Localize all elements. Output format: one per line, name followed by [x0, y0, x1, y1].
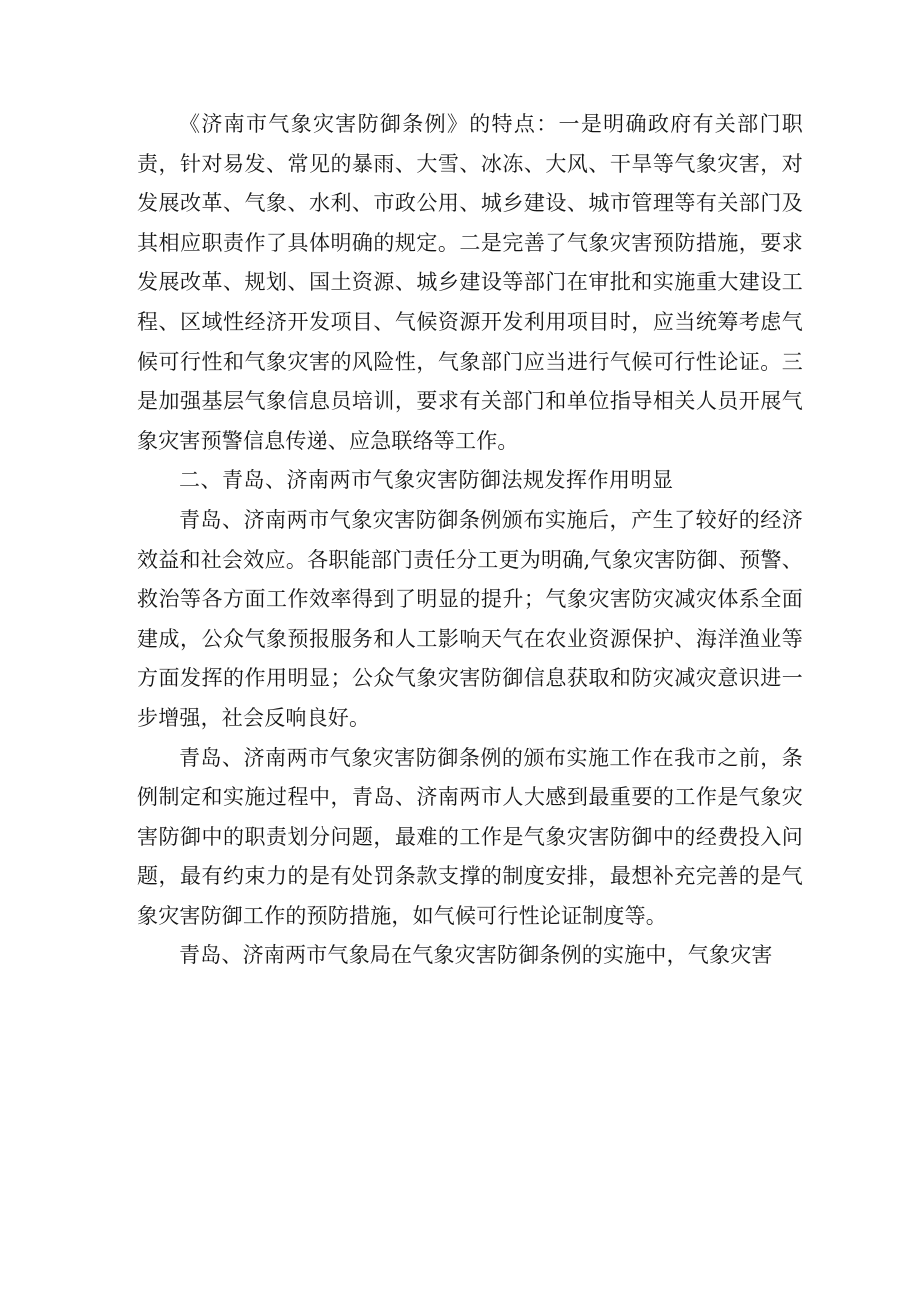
paragraph-meteorological-bureau: 青岛、济南两市气象局在气象灾害防御条例的实施中，气象灾害 — [179, 943, 773, 968]
document-body — [137, 105, 803, 976]
paragraph-jinan-regulation-features: 《济南市气象灾害防御条例》的特点：一是明确政府有关部门职责，针对易发、常见的暴雨、大雪、冰冻、大风、干旱等气象灾害，对发展改革、气象、水利、市政公用、城乡建设、城市管理等有关部门及其相应职责作了具体明确的规定。二是完善了气象灾害预防措施，要求发展改革、规划、国土资源、城乡建设等部门在审批和实施重大建设工程、区域性经济开发项目、气候资源开发利用项目时，应当统筹考虑气候可行性和气象灾害的风险性，气象部门应当进行气候可行性论证。三是加强基层气象信息员培训，要求有关部门和单位指导相关人员开展气象灾害预警信息传递、应急联络等工作。 — [137, 112, 803, 453]
section-heading-two: 二、青岛、济南两市气象灾害防御法规发挥作用明显 — [179, 468, 674, 493]
paragraph-implementation-effects: 青岛、济南两市气象灾害防御条例颁布实施后，产生了较好的经济效益和社会效应。各职能部门责任分工更为明确,气象灾害防御、预警、救治等各方面工作效率得到了明显的提升；气象灾害防灾减灾体系全面建成，公众气象预报服务和人工影响天气在农业资源保护、海洋渔业等方面发挥的作用明显；公众气象灾害防御信息获取和防灾减灾意识进一步增强，社会反响良好。 — [137, 507, 803, 730]
paragraph-legislative-experience: 青岛、济南两市气象灾害防御条例的颁布实施工作在我市之前，条例制定和实施过程中，青岛、济南两市人大感到最重要的工作是气象灾害防御中的职责划分问题，最难的工作是气象灾害防御中的经费投入问题，最有约束力的是有处罚条款支撑的制度安排，最想补充完善的是气象灾害防御工作的预防措施，如气候可行性论证制度等。 — [137, 745, 803, 928]
